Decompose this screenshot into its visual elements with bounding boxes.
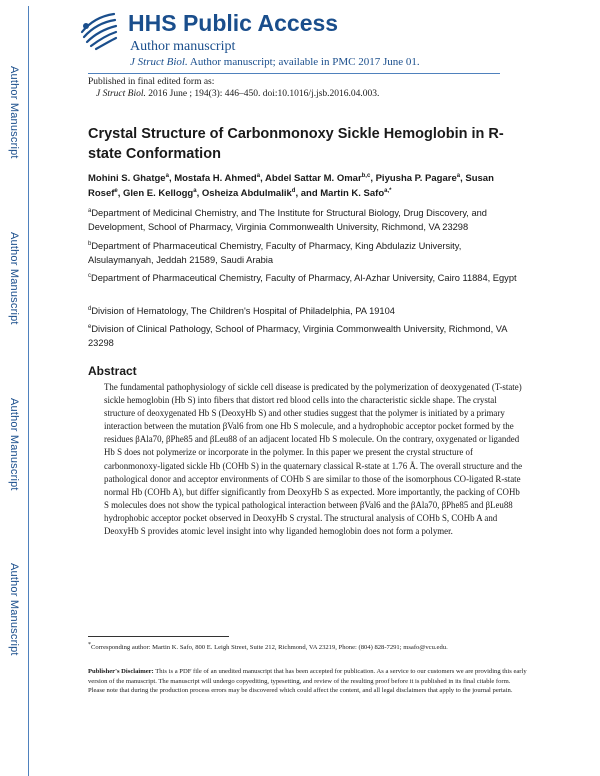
side-label-author-manuscript: Author Manuscript — [8, 232, 20, 325]
author-separator: , — [260, 173, 266, 184]
abstract-heading: Abstract — [88, 364, 137, 378]
author-separator: , and — [295, 188, 321, 199]
author-separator: , — [196, 188, 202, 199]
author-name: Osheiza Abdulmalik — [201, 188, 292, 199]
footnote-rule — [88, 636, 229, 637]
hhs-public-access-title: HHS Public Access — [128, 10, 339, 36]
author-name: Piyusha P. Pagare — [375, 173, 457, 184]
disclaimer-label: Publisher's Disclaimer: — [88, 668, 154, 675]
sidebar-rule — [28, 6, 29, 776]
affiliation-c: $^c$Department of Pharmaceutical Chemistry, Faculty of Pharmacy, Al-Azhar University, Cairo 11884, Egypt — [88, 272, 517, 283]
availability-text: Author manuscript; available in PMC 2017 June 01. — [187, 56, 420, 68]
abstract-text: The fundamental pathophysiology of sickle cell disease is predicated by the polymerization of deoxygenated (T-state) sickle hemoglobin (Hb S) into fibers that distort red blood cells into the characteristic sickle shape. The crystal structure of deoxygenated Hb S (DeoxyHb S) and other studies suggest that the polymer is initiated by a primary interaction between the mutation βVal6 from one Hb S molecule, and a hydrophobic acceptor pocket formed by the residues βAla70, βPhe85 and βLeu88 of an adjacent located Hb S molecule. On the contrary, oxygenated or liganded Hb S does not polymerize or incorporate in the polymer. In this paper we present the crystal structure of carbonmonoxy-ligated sickle Hb (COHb S) in the quaternary classical R-state at 1.76 Å. The overall structure and the pathological donor and acceptor environments of COHb S are similar to those of the isomorphous CO-ligated R-state normal Hb (COHb A), but differ significantly from DeoxyHb S as expected. More importantly, the packing of COHb S molecules does not show the typical pathological interaction between βVal6 and the βAla70, βPhe85 and βLeu88 hydrophobic acceptor pocket observed in DeoxyHb S crystal. The structural analysis of COHb S, COHb A and DeoxyHb S provides atomic level insight into why liganded hemoglobin does not form a polymer. — [104, 382, 523, 537]
author-affiliation-mark: a,* — [384, 187, 392, 194]
availability-line — [130, 56, 420, 68]
journal-abbrev: J Struct Biol. — [130, 56, 188, 68]
author-affiliation-mark: e — [114, 187, 118, 194]
author-affiliation-mark: a — [193, 187, 197, 194]
author-affiliation-mark: a — [456, 172, 461, 179]
author-affiliation-mark: a — [165, 172, 169, 179]
corresponding-author-footnote: *Corresponding author: Martin K. Safo, 800 E. Leigh Street, Suite 212, Richmond, VA 23219, Phone: (804) 828-7291; msafo@vcu.edu. — [88, 641, 448, 651]
affiliation-a: $^a$Department of Medicinal Chemistry, and The Institute for Structural Biology, Drug Discovery, and Development, School of Pharmacy, Virginia Commonwealth University, Richmond, VA 23298 — [88, 207, 487, 232]
author-name: Mostafa H. Ahmed — [174, 173, 257, 184]
abstract-body — [104, 381, 524, 538]
hhs-eagle-logo-icon — [76, 8, 121, 52]
side-label-author-manuscript: Author Manuscript — [8, 563, 20, 656]
author-separator: , — [117, 188, 124, 199]
citation-journal: J Struct Biol. — [96, 89, 146, 99]
article-title: Crystal Structure of Carbonmonoxy Sickle Hemoglobin in R-state Conformation — [88, 126, 504, 162]
author-affiliation-mark: d — [291, 187, 296, 194]
author-manuscript-label: Author manuscript — [130, 39, 236, 54]
author-name: Abdel Sattar M. Omar — [265, 173, 362, 184]
citation-line — [96, 89, 379, 99]
side-label-author-manuscript: Author Manuscript — [8, 66, 20, 159]
author-affiliation-mark: a — [256, 172, 261, 179]
author-separator: , — [370, 173, 376, 184]
author-list — [88, 171, 526, 201]
citation-details: 2016 June ; 194(3): 446–450. doi:10.1016/j.jsb.2016.04.003. — [145, 89, 380, 99]
author-name: Susan Rosef — [88, 173, 494, 199]
side-label-author-manuscript: Author Manuscript — [8, 398, 20, 491]
author-name: Martin K. Safo — [320, 188, 385, 199]
publisher-disclaimer — [88, 667, 528, 696]
author-name: Mohini S. Ghatge — [88, 173, 166, 184]
affiliation-d: $^d$Division of Hematology, The Children's Hospital of Philadelphia, PA 19104 — [88, 305, 395, 316]
affiliation-e: $^e$Division of Clinical Pathology, School of Pharmacy, Virginia Commonwealth University, Richmond, VA 23298 — [88, 323, 507, 348]
published-label: Published in final edited form as: — [88, 77, 215, 87]
disclaimer-text: This is a PDF file of an unedited manuscript that has been accepted for publication. As a service to our customers we are providing this early version of the manuscript. The manuscript will undergo copyediting, typesetting, and review of the resulting proof before it is published in its final citable form. Please note that during the production process errors may be discovered which could affect the content, and all legal disclaimers that apply to the journal pertain. — [88, 668, 527, 694]
author-name: Glen E. Kellogg — [123, 188, 194, 199]
author-separator: , — [460, 173, 466, 184]
author-separator: , — [168, 173, 175, 184]
affiliation-b: $^b$Department of Pharmaceutical Chemistry, Faculty of Pharmacy, King Abdulaziz University, Alsulaymanyah, Jeddah 21589, Saudi Arabia — [88, 240, 462, 265]
author-affiliation-mark: b,c — [361, 172, 371, 179]
header-rule — [88, 73, 500, 74]
